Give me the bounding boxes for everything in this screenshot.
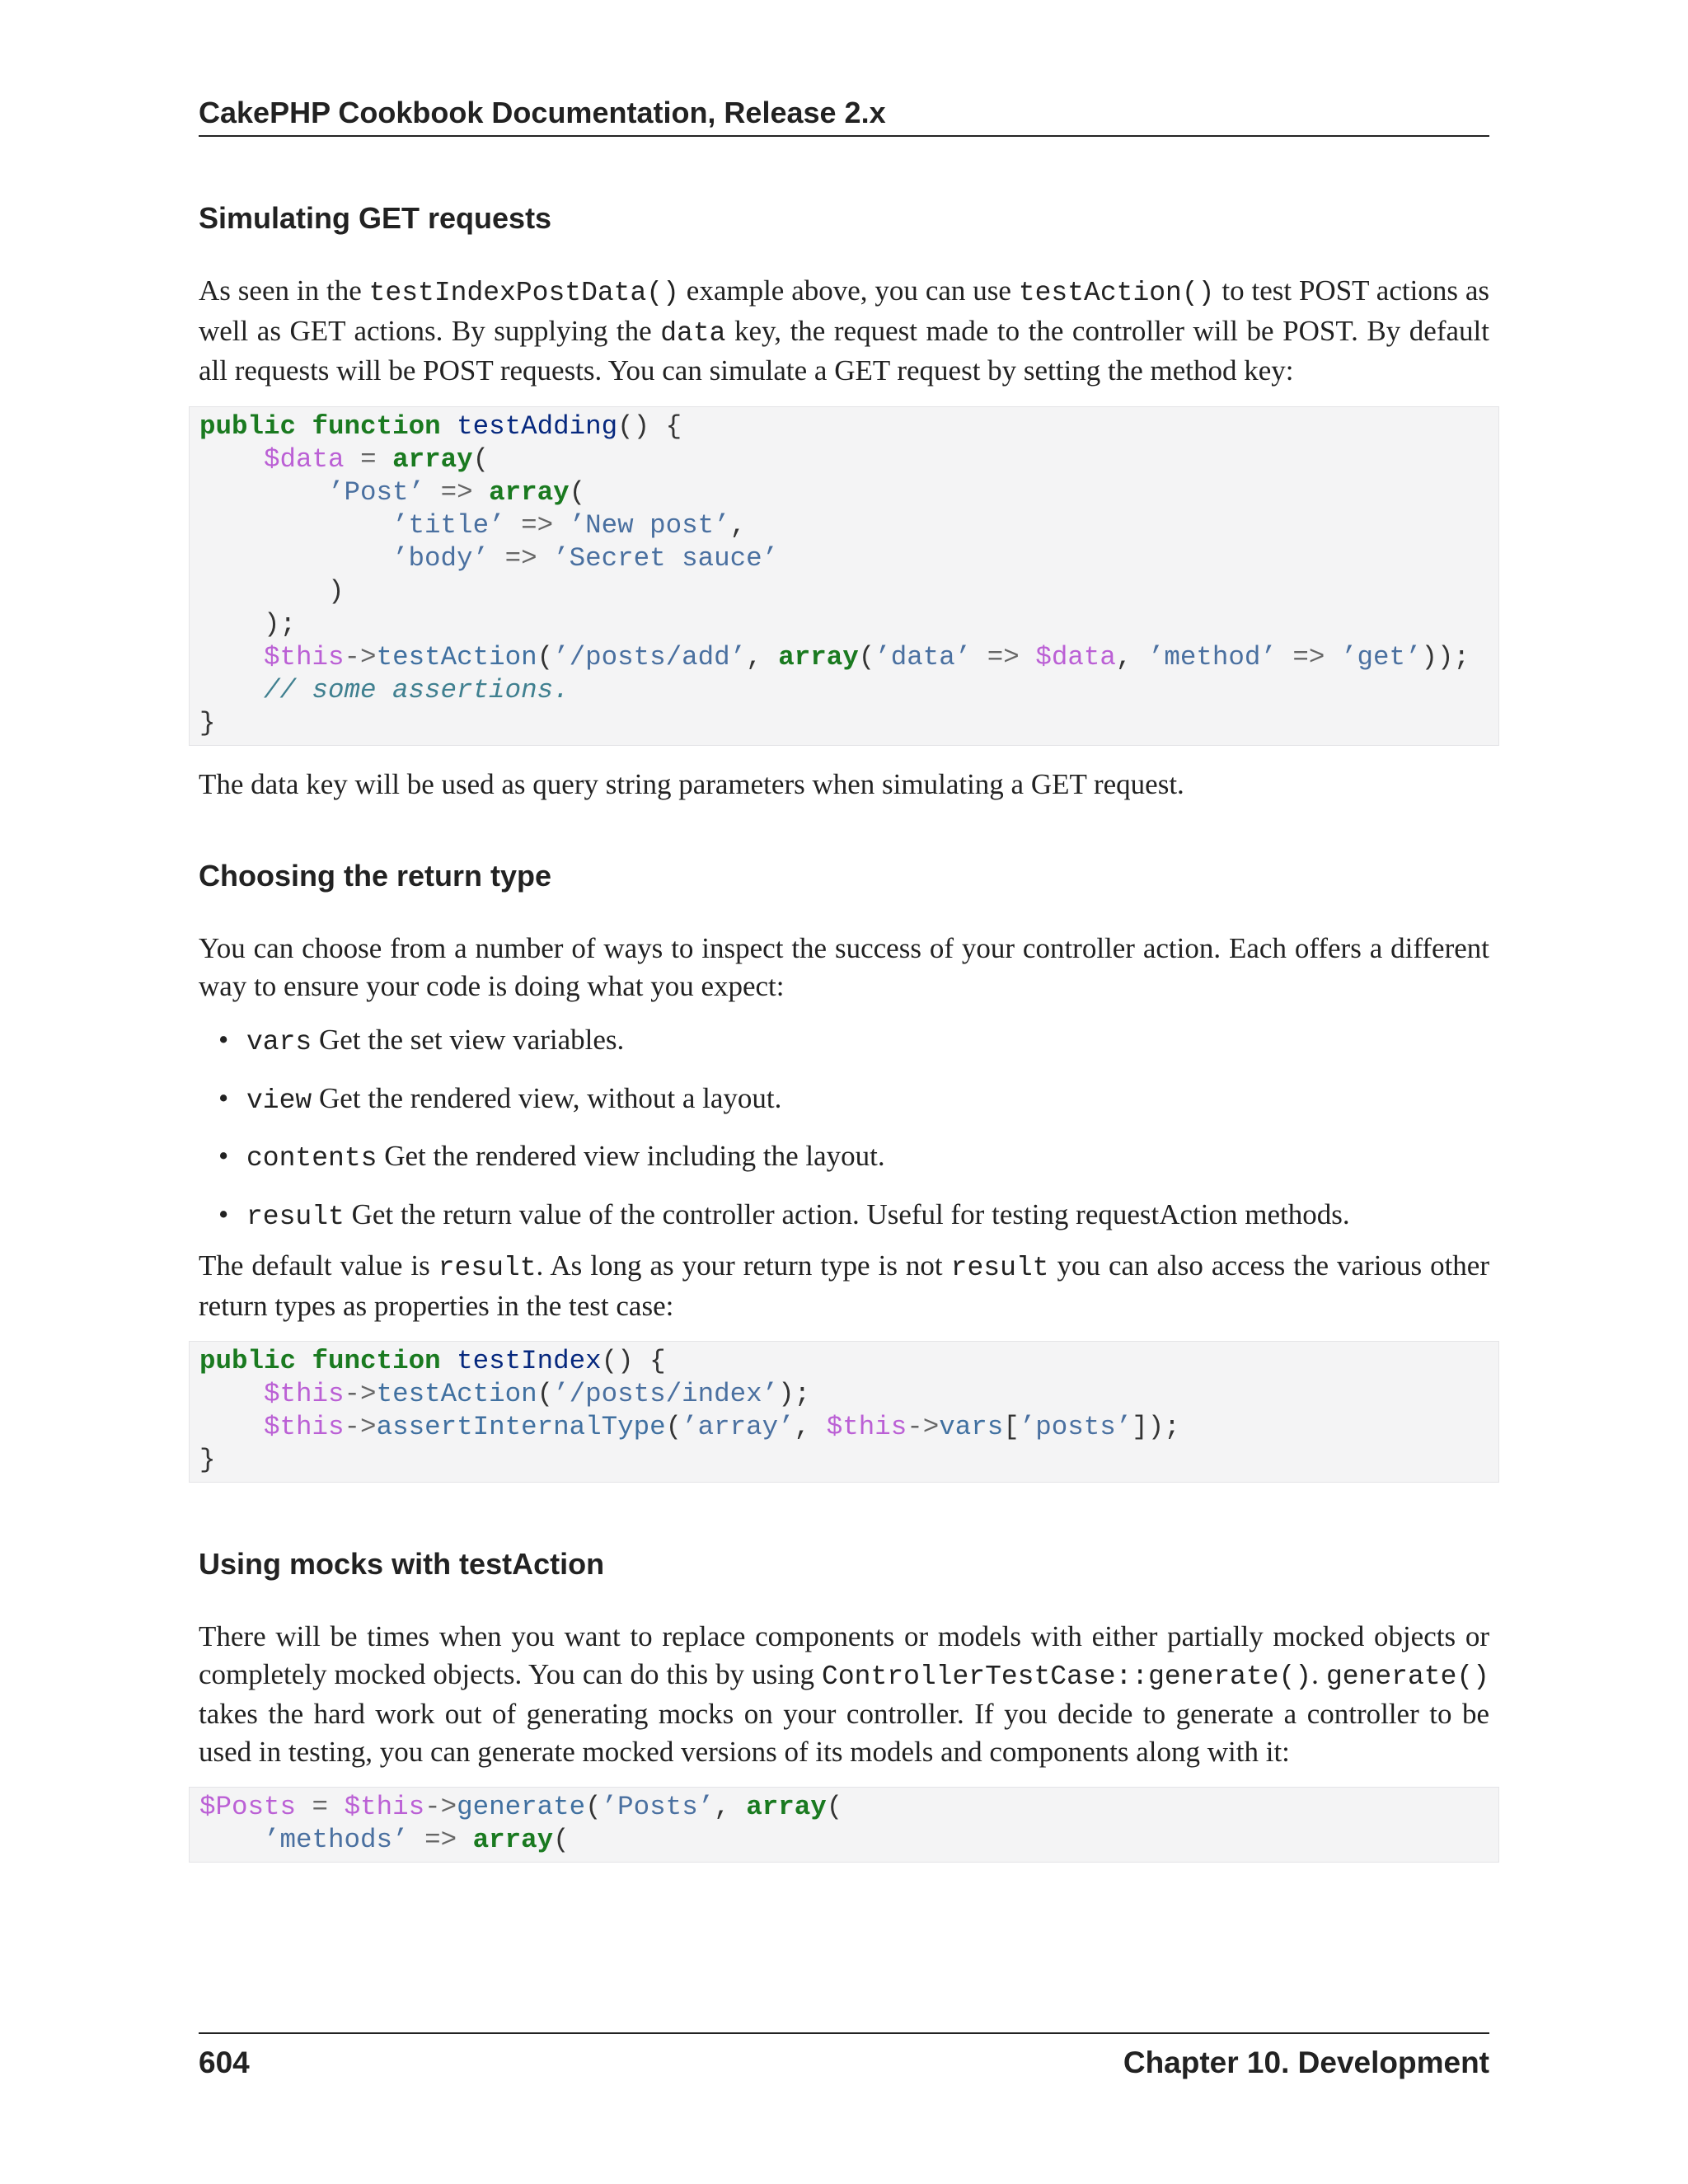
- inline-code: ControllerTestCase::generate(): [822, 1661, 1312, 1692]
- paragraph-get-note: The data key will be used as query string parameters when simulating a GET request.: [199, 767, 1184, 800]
- inline-code: generate(): [1325, 1661, 1489, 1692]
- section-heading-get-requests: Simulating GET requests: [199, 201, 552, 235]
- section-heading-mocks: Using mocks with testAction: [199, 1547, 605, 1581]
- list-item: • view Get the rendered view, without a layout.: [218, 1081, 782, 1116]
- inline-code: testIndexPostData(): [368, 278, 679, 308]
- code-block-generate: $Posts = $this->generate(’Posts’, array( ’methods’ => array(: [189, 1787, 1499, 1863]
- list-item: • vars Get the set view variables.: [218, 1024, 625, 1057]
- running-header: CakePHP Cookbook Documentation, Release 2.x: [199, 92, 1489, 137]
- paragraph-mocks-intro: There will be times when you want to replace components or models with either partially mocked objects or completely mocked objects. You can do this by using ControllerTestCase::generate(). generate() takes the hard work out of generating mocks on your controller. If you decide to generate a controller to be used in testing, you can generate mocked versions of its models and components along with it:: [199, 1620, 1489, 1768]
- inline-code: result: [438, 1253, 537, 1283]
- list-item: • contents Get the rendered view including the layout.: [218, 1140, 885, 1174]
- paragraph-return-default: The default value is result. As long as your return type is not result you can also access the various other return types as properties in the test case:: [199, 1249, 1489, 1322]
- code-block-test-index: public function testIndex() { $this->testAction(’/posts/index’); $this->assertInternalType(’array’, $this->vars[’posts’]); }: [189, 1341, 1499, 1483]
- code-block-test-adding: public function testAdding() { $data = array( ’Post’ => array( ’title’ => ’New post’, ’body’ => ’Secret sauce’ ) ); $this->testAction(’/posts/add’, array(’data’ => $data, ’method’ => ’get’)); // some assertions. }: [189, 406, 1499, 746]
- inline-code: testAction(): [1018, 278, 1215, 308]
- list-item: • result Get the return value of the controller action. Useful for testing requestAction methods.: [218, 1197, 1350, 1232]
- return-type-list: [199, 1021, 1489, 1235]
- running-footer: [199, 2032, 1489, 2080]
- paragraph-get-intro: As seen in the testIndexPostData() example above, you can use testAction() to test POST actions as well as GET actions. By supplying the data key, the request made to the controller will be POST. By default all requests will be POST requests. You can simulate a GET request by setting the method key:: [199, 274, 1489, 387]
- inline-code: result: [950, 1253, 1049, 1283]
- page-content: [199, 198, 1489, 1863]
- page-number: 604: [199, 2046, 250, 2079]
- section-heading-return-type: Choosing the return type: [199, 859, 552, 893]
- paragraph-return-intro: You can choose from a number of ways to inspect the success of your controller action. Each offers a different way to ensure your code is doing what you expect:: [199, 932, 1489, 1002]
- inline-code: data: [660, 317, 726, 349]
- chapter-title: Chapter 10. Development: [1123, 2046, 1489, 2079]
